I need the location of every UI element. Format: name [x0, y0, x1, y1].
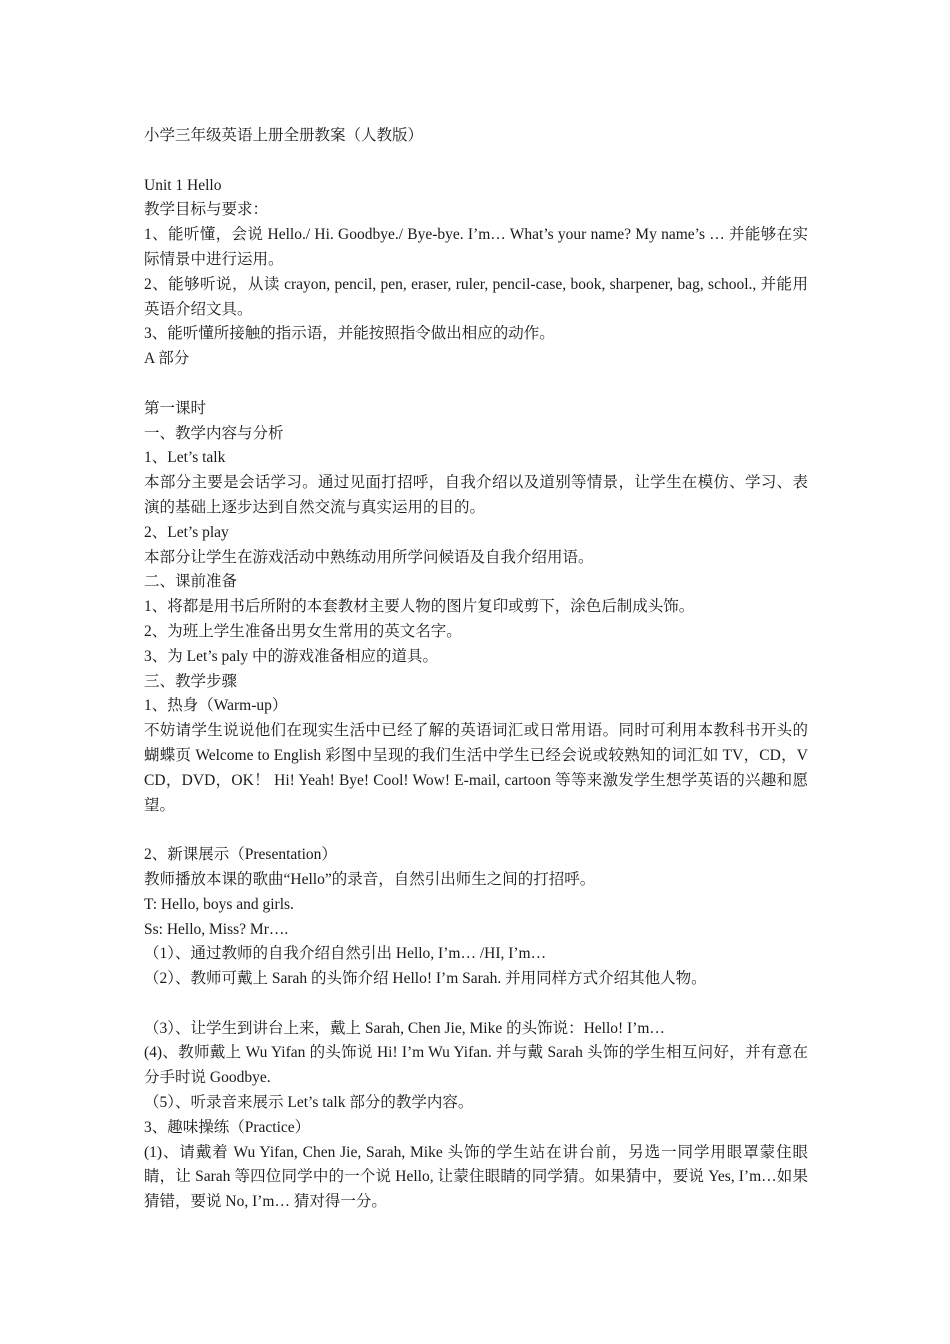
prep-item-1: 1、将都是用书后所附的本套教材主要人物的图片复印或剪下，涂色后制成头饰。 — [144, 598, 695, 616]
dialog-students: Ss: Hello, Miss? Mr…. — [144, 920, 289, 938]
document-body — [144, 124, 808, 1215]
warmup-text: 不妨请学生说说他们在现实生活中已经了解的英语词汇或日常用语。同时可利用本教科书开头的蝴蝶页 Welcome to English 彩图中呈现的我们生活中学生已经会说或较熟知的词汇如 TV，CD，VCD，DVD，OK！ Hi! Yeah! Bye! Cool! Wow! E-mail, cartoon 等等来激发学生想学英语的兴趣和愿望。 — [144, 722, 808, 814]
item-lets-play-text: 本部分让学生在游戏活动中熟练动用所学问候语及自我介绍用语。 — [144, 548, 594, 566]
part-a-heading: A 部分 — [144, 350, 190, 368]
presentation-step-2: （2）、教师可戴上 Sarah 的头饰介绍 Hello! I’m Sarah. 并用同样方式介绍其他人物。 — [144, 970, 707, 988]
section-content-heading: 一、教学内容与分析 — [144, 424, 284, 442]
item-lets-talk-title: 1、Let’s talk — [144, 449, 226, 467]
unit-title: Unit 1 Hello — [144, 176, 222, 194]
warmup-title: 1、热身（Warm-up） — [144, 697, 288, 715]
blank-line — [144, 818, 808, 843]
document-title: 小学三年级英语上册全册教案（人教版） — [144, 127, 424, 144]
objective-1: 1、能听懂，会说 Hello./ Hi. Goodbye./ Bye-bye. I’m… What’s your name? My name’s … 并能够在实际情景中进行运用。 — [144, 226, 808, 268]
blank-line — [144, 372, 808, 397]
practice-text: (1)、请戴着 Wu Yifan, Chen Jie, Sarah, Mike 头饰的学生站在讲台前，另选一同学用眼罩蒙住眼睛，让 Sarah 等四位同学中的一个说 Hello, 让蒙住眼睛的同学猜。如果猜中，要说 Yes, I’m…如果猜错，要说 No, I’m… 猜对得一分。 — [144, 1143, 808, 1211]
presentation-title: 2、新课展示（Presentation） — [144, 846, 337, 864]
presentation-step-4: (4)、教师戴上 Wu Yifan 的头饰说 Hi! I’m Wu Yifan. 并与戴 Sarah 头饰的学生相互问好，并有意在分手时说 Goodbye. — [144, 1044, 808, 1087]
prep-item-3: 3、为 Let’s paly 中的游戏准备相应的道具。 — [144, 647, 439, 665]
blank-line — [144, 992, 808, 1017]
presentation-step-5: （5）、听录音来展示 Let’s talk 部分的教学内容。 — [144, 1094, 474, 1112]
objective-3: 3、能听懂所接触的指示语，并能按照指令做出相应的动作。 — [144, 325, 555, 343]
prep-item-2: 2、为班上学生准备出男女生常用的英文名字。 — [144, 622, 462, 640]
presentation-intro: 教师播放本课的歌曲“Hello”的录音，自然引出师生之间的打招呼。 — [144, 870, 596, 888]
objective-2: 2、能够听说，从读 crayon, pencil, pen, eraser, ruler, pencil-case, book, sharpener, bag, school., 并能用英语介绍文具。 — [144, 275, 808, 318]
presentation-step-3: （3）、让学生到讲台上来，戴上 Sarah, Chen Jie, Mike 的头饰说：Hello! I’m… — [144, 1019, 665, 1037]
blank-line — [144, 149, 808, 174]
section-prep-heading: 二、课前准备 — [144, 573, 238, 591]
dialog-teacher: T: Hello, boys and girls. — [144, 895, 294, 913]
presentation-step-1: （1）、通过教师的自我介绍自然引出 Hello, I’m… /HI, I’m… — [144, 945, 547, 963]
item-lets-play-title: 2、Let’s play — [144, 523, 229, 541]
section-steps-heading: 三、教学步骤 — [144, 672, 238, 690]
objectives-heading: 教学目标与要求： — [144, 201, 269, 219]
practice-title: 3、趣味操练（Practice） — [144, 1118, 311, 1136]
item-lets-talk-text: 本部分主要是会话学习。通过见面打招呼，自我介绍以及道别等情景，让学生在模仿、学习、表演的基础上逐步达到自然交流与真实运用的目的。 — [144, 474, 808, 516]
lesson-heading: 第一课时 — [144, 399, 207, 417]
